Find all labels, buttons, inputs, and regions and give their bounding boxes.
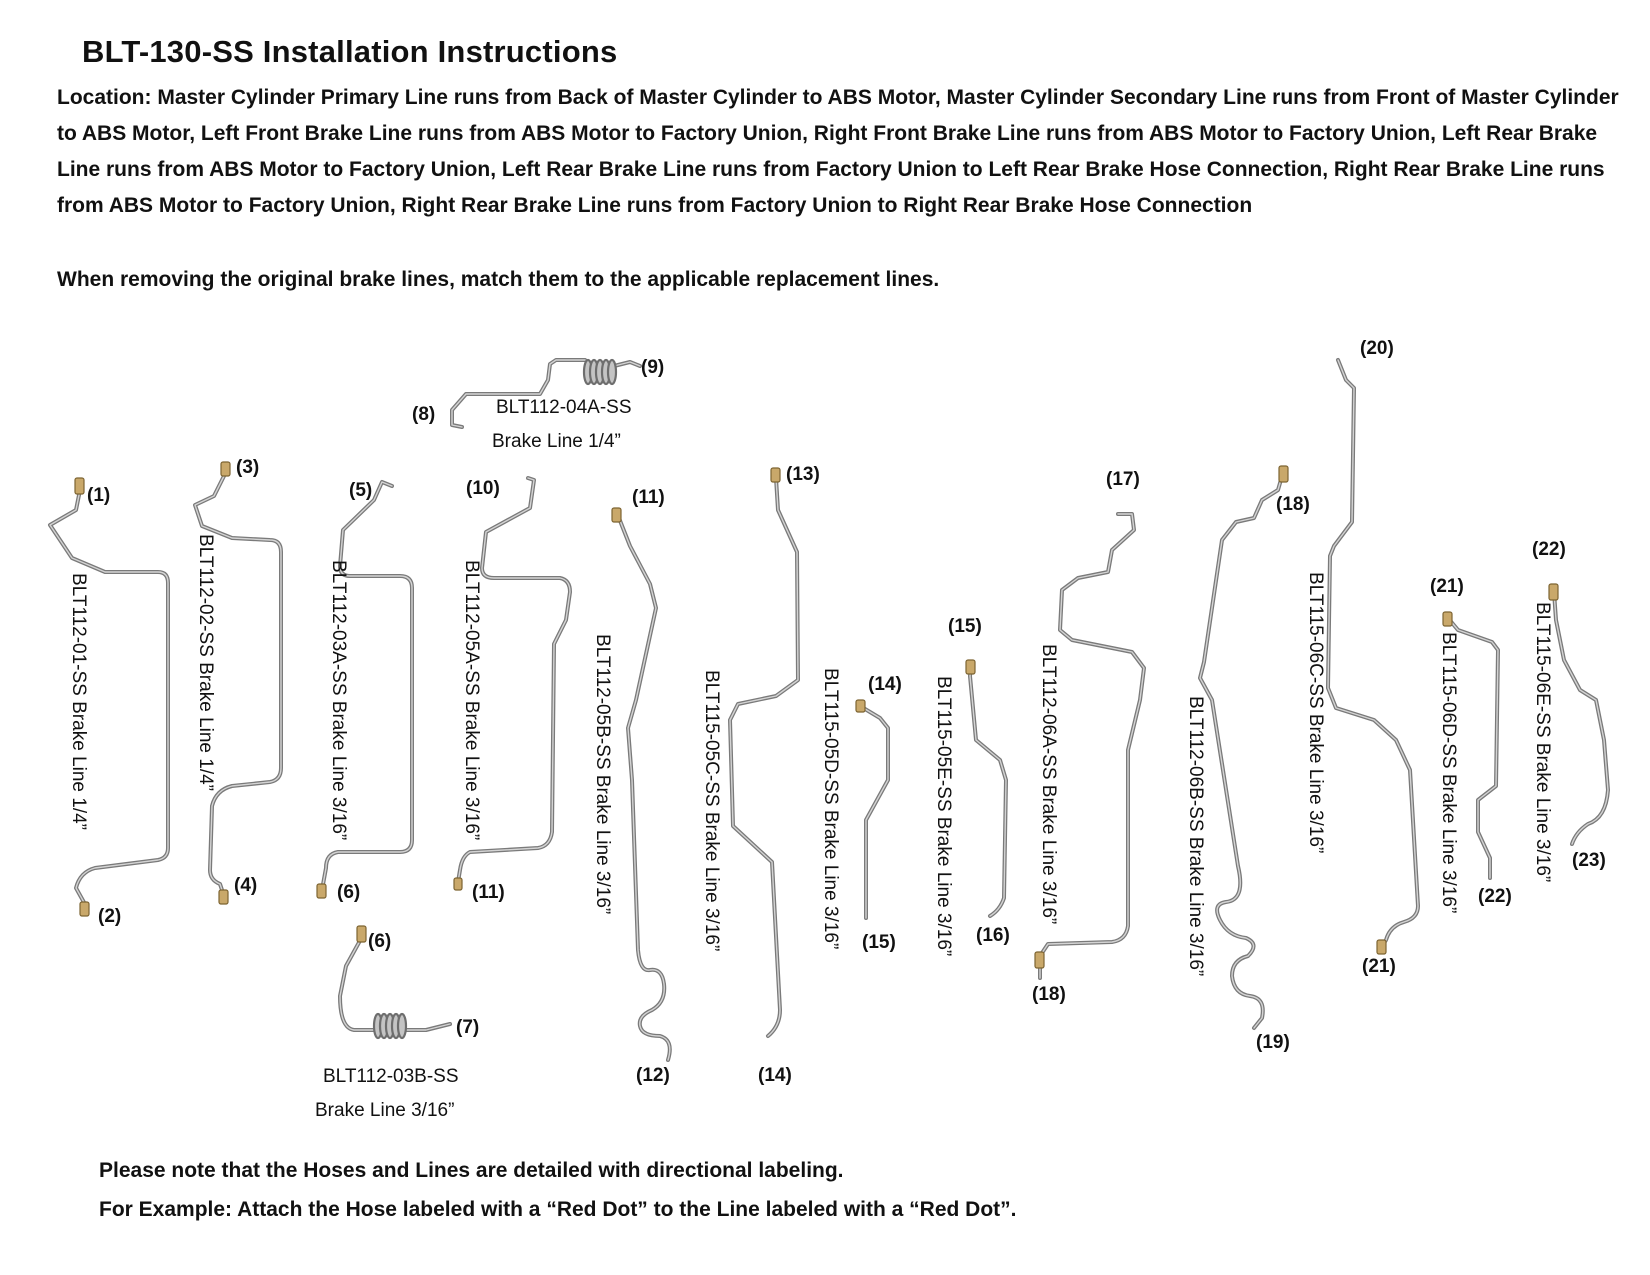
end-label: (4) bbox=[234, 875, 258, 896]
end-label: (7) bbox=[456, 1017, 480, 1038]
part-label: BLT112-03B-SS bbox=[323, 1066, 459, 1087]
part-label: BLT112-05A-SS Brake Line 3/16” bbox=[461, 560, 482, 841]
fitting-icon bbox=[771, 468, 780, 482]
fitting-icon bbox=[1377, 940, 1386, 954]
fitting-icon bbox=[1443, 612, 1452, 626]
brake-line-tube bbox=[1200, 476, 1282, 1028]
part-blt115-06d-ss bbox=[1430, 576, 1512, 913]
labeling-example: For Example: Attach the Hose labeled with a “Red Dot” to the Line labeled with a “Red Dot”. bbox=[99, 1198, 1017, 1221]
part-blt112-01-ss bbox=[50, 478, 168, 927]
end-label: (18) bbox=[1276, 494, 1310, 515]
end-label: (10) bbox=[466, 478, 500, 499]
part-label: BLT115-05C-SS Brake Line 3/16” bbox=[701, 670, 722, 952]
brake-line-tube bbox=[860, 706, 888, 918]
brake-line-tube bbox=[617, 513, 670, 1060]
end-label: (22) bbox=[1478, 886, 1512, 907]
brake-line-tube bbox=[730, 478, 798, 1036]
part-blt115-06c-ss bbox=[1305, 338, 1418, 977]
fitting-icon bbox=[612, 508, 621, 522]
end-label: (6) bbox=[337, 882, 361, 903]
fitting-icon bbox=[1035, 952, 1044, 968]
part-label: BLT112-04A-SS bbox=[496, 397, 632, 418]
part-label: Brake Line 1/4” bbox=[492, 431, 621, 452]
part-blt112-05b-ss bbox=[592, 487, 670, 1086]
end-label: (8) bbox=[412, 404, 436, 425]
end-label: (1) bbox=[87, 485, 111, 506]
part-label: BLT112-06B-SS Brake Line 3/16” bbox=[1185, 696, 1206, 977]
part-label: Brake Line 3/16” bbox=[315, 1100, 455, 1121]
end-label: (6) bbox=[368, 931, 392, 952]
fitting-icon bbox=[221, 462, 230, 476]
part-blt112-06a-ss bbox=[1032, 469, 1144, 1005]
part-label: BLT112-01-SS Brake Line 1/4” bbox=[68, 573, 89, 830]
part-label: BLT115-06D-SS Brake Line 3/16” bbox=[1438, 632, 1459, 914]
end-label: (3) bbox=[236, 457, 260, 478]
part-blt115-05e-ss bbox=[933, 616, 1010, 956]
labeling-note: Please note that the Hoses and Lines are detailed with directional labeling. bbox=[99, 1159, 844, 1182]
part-blt112-06b-ss bbox=[1185, 466, 1310, 1053]
part-blt112-05a-ss bbox=[454, 478, 570, 903]
end-label: (12) bbox=[636, 1065, 670, 1086]
part-label: BLT115-05E-SS Brake Line 3/16” bbox=[933, 676, 954, 957]
fitting-icon bbox=[75, 478, 84, 494]
part-blt112-03a-ss bbox=[317, 480, 412, 903]
fitting-icon bbox=[1279, 466, 1288, 482]
brake-line-tube bbox=[970, 666, 1006, 916]
part-label: BLT112-03A-SS Brake Line 3/16” bbox=[328, 560, 349, 841]
end-label: (11) bbox=[472, 882, 505, 903]
fitting-icon bbox=[219, 890, 228, 904]
brake-line-tube bbox=[1328, 360, 1418, 946]
part-label: BLT112-05B-SS Brake Line 3/16” bbox=[592, 634, 613, 915]
fitting-icon bbox=[1549, 584, 1558, 600]
end-label: (21) bbox=[1362, 956, 1396, 977]
part-blt112-04a-ss bbox=[412, 357, 664, 452]
end-label: (18) bbox=[1032, 984, 1066, 1005]
end-label: (14) bbox=[758, 1065, 792, 1086]
end-label: (22) bbox=[1532, 539, 1566, 560]
end-label: (13) bbox=[786, 464, 820, 485]
fitting-icon bbox=[80, 902, 89, 916]
end-label: (15) bbox=[948, 616, 982, 637]
end-label: (5) bbox=[349, 480, 373, 501]
end-label: (16) bbox=[976, 925, 1010, 946]
end-label: (17) bbox=[1106, 469, 1140, 490]
part-label: BLT112-06A-SS Brake Line 3/16” bbox=[1038, 644, 1059, 925]
location-description: Location: Master Cylinder Primary Line runs from Back of Master Cylinder to ABS Motor, Master Cylinder Secondary Line runs from Front of Master Cylinder to ABS Motor, Left Front Brake Line runs from ABS Motor to Factory Union, Right Front Brake Line runs from ABS Motor to Factory Union, Left Rear Brake Line runs from ABS Motor to Factory Union, Left Rear Brake Line runs from Factory Union to Left Rear Brake Hose Connection, Right Rear Brake Line runs from ABS Motor to Factory Union, Right Rear Brake Line runs from Factory Union to Right Rear Brake Hose Connection bbox=[57, 86, 1619, 217]
part-blt115-06e-ss bbox=[1532, 539, 1608, 882]
end-label: (14) bbox=[868, 674, 902, 695]
fitting-icon bbox=[856, 700, 865, 712]
end-label: (23) bbox=[1572, 850, 1606, 871]
end-label: (15) bbox=[862, 932, 896, 953]
part-label: BLT112-02-SS Brake Line 1/4” bbox=[195, 534, 216, 791]
part-label: BLT115-06E-SS Brake Line 3/16” bbox=[1532, 602, 1553, 883]
part-blt115-05c-ss bbox=[701, 464, 820, 1086]
document-title: BLT-130-SS Installation Instructions bbox=[82, 34, 618, 69]
fitting-icon bbox=[966, 660, 975, 674]
part-blt112-02-ss bbox=[195, 457, 281, 904]
end-label: (21) bbox=[1430, 576, 1464, 597]
end-label: (20) bbox=[1360, 338, 1394, 359]
part-label: BLT115-06C-SS Brake Line 3/16” bbox=[1305, 572, 1326, 854]
fitting-icon bbox=[317, 884, 326, 898]
end-label: (9) bbox=[641, 357, 665, 378]
part-blt115-05d-ss bbox=[820, 668, 902, 953]
end-label: (11) bbox=[632, 487, 665, 508]
part-label: BLT115-05D-SS Brake Line 3/16” bbox=[820, 668, 841, 950]
part-blt112-03b-ss bbox=[315, 926, 479, 1121]
end-label: (19) bbox=[1256, 1032, 1290, 1053]
fitting-icon bbox=[454, 878, 462, 890]
removal-instruction: When removing the original brake lines, match them to the applicable replacement lines. bbox=[57, 268, 940, 291]
end-label: (2) bbox=[98, 906, 122, 927]
fitting-icon bbox=[357, 926, 366, 942]
